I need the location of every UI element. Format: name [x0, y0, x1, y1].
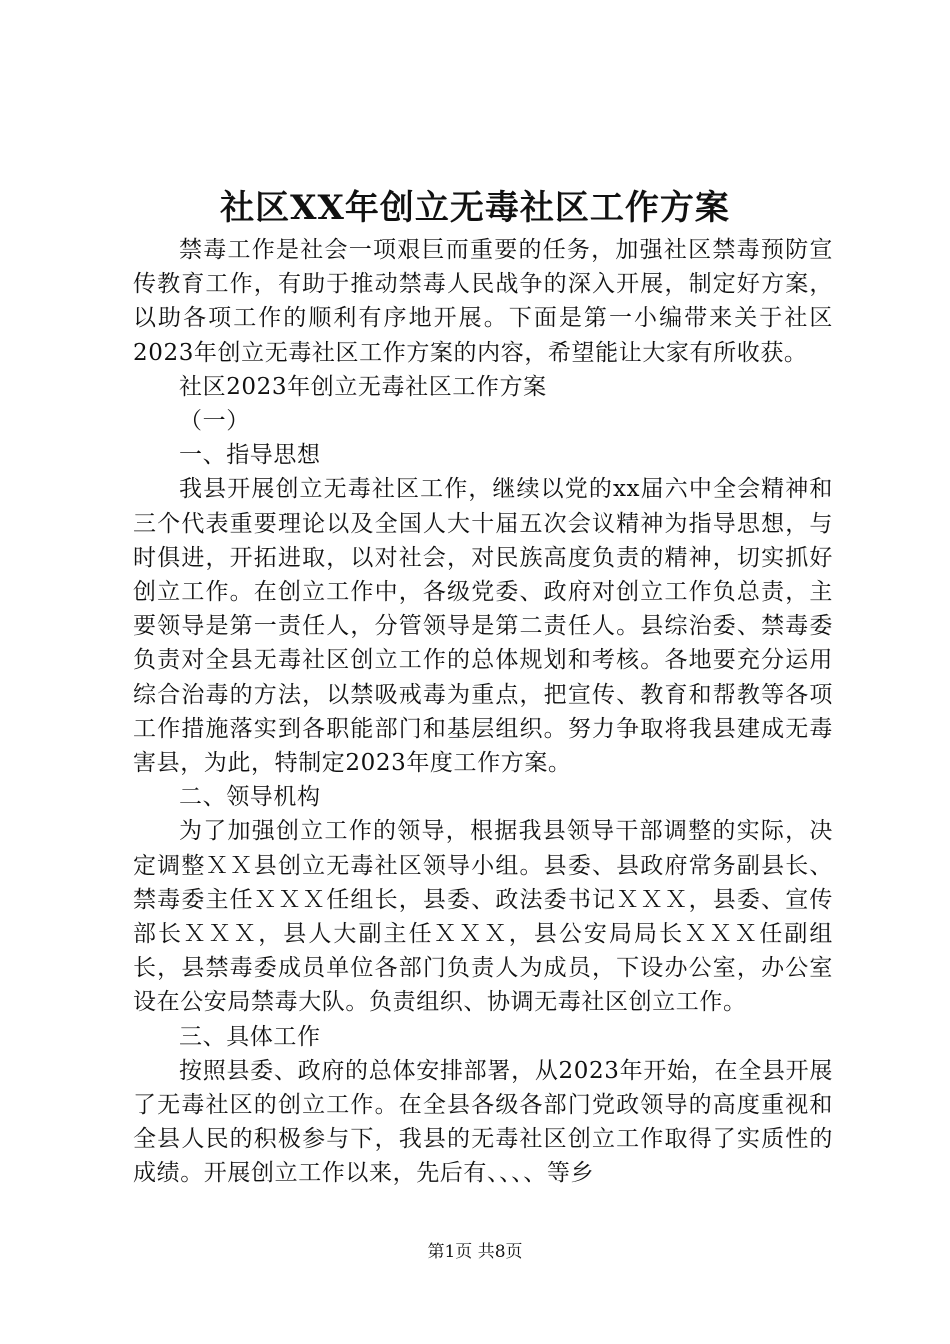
document-body — [133, 233, 833, 1191]
body-paragraph: 为了加强创立工作的领导，根据我县领导干部调整的实际，决定调整ＸＸ县创立无毒社区领导小组。县委、县政府常务副县长、禁毒委主任ＸＸＸ任组长，县委、政法委书记ＸＸＸ，县委、宣传部长ＸＸＸ，县人大副主任ＸＸＸ，县公安局局长ＸＸＸ任副组长，县禁毒委成员单位各部门负责人为成员，下设办公室，办公室设在公安局禁毒大队。负责组织、协调无毒社区创立工作。 — [133, 818, 833, 1016]
body-paragraph: 我县开展创立无毒社区工作，继续以党的xx届六中全会精神和三个代表重要理论以及全国人大十届五次会议精神为指导思想，与时俱进，开拓进取，以对社会，对民族高度负责的精神，切实抓好创立工作。在创立工作中，各级党委、政府对创立工作负总责，主要领导是第一责任人，分管领导是第二责任人。县综治委、禁毒委负责对全县无毒社区创立工作的总体规划和考核。各地要充分运用综合治毒的方法，以禁吸戒毒为重点，把宣传、教育和帮教等各项工作措施落实到各职能部门和基层组织。努力争取将我县建成无毒害县，为此，特制定2023年度工作方案。 — [133, 476, 833, 777]
section-heading: 二、领导机构 — [179, 784, 321, 811]
intro-paragraph: 禁毒工作是社会一项艰巨而重要的任务，加强社区禁毒预防宣传教育工作，有助于推动禁毒人民战争的深入开展，制定好方案，以助各项工作的顺利有序地开展。下面是第一小编带来关于社区2023年创立无毒社区工作方案的内容，希望能让大家有所收获。 — [133, 237, 833, 366]
document-title: 社区XX年创立无毒社区工作方案 — [220, 188, 730, 228]
section-heading: 三、具体工作 — [179, 1023, 321, 1050]
section-heading: 一、指导思想 — [179, 442, 321, 469]
body-paragraph: 按照县委、政府的总体安排部署，从2023年开始，在全县开展了无毒社区的创立工作。在全县各级各部门党政领导的高度重视和全县人民的积极参与下，我县的无毒社区创立工作取得了实质性的成绩。开展创立工作以来，先后有、、、、等乡 — [133, 1057, 833, 1187]
subtitle-line: 社区2023年创立无毒社区工作方案 — [179, 373, 547, 400]
page-number-footer: 第1页 共8页 — [427, 1242, 523, 1262]
part-marker: （一） — [179, 408, 250, 435]
